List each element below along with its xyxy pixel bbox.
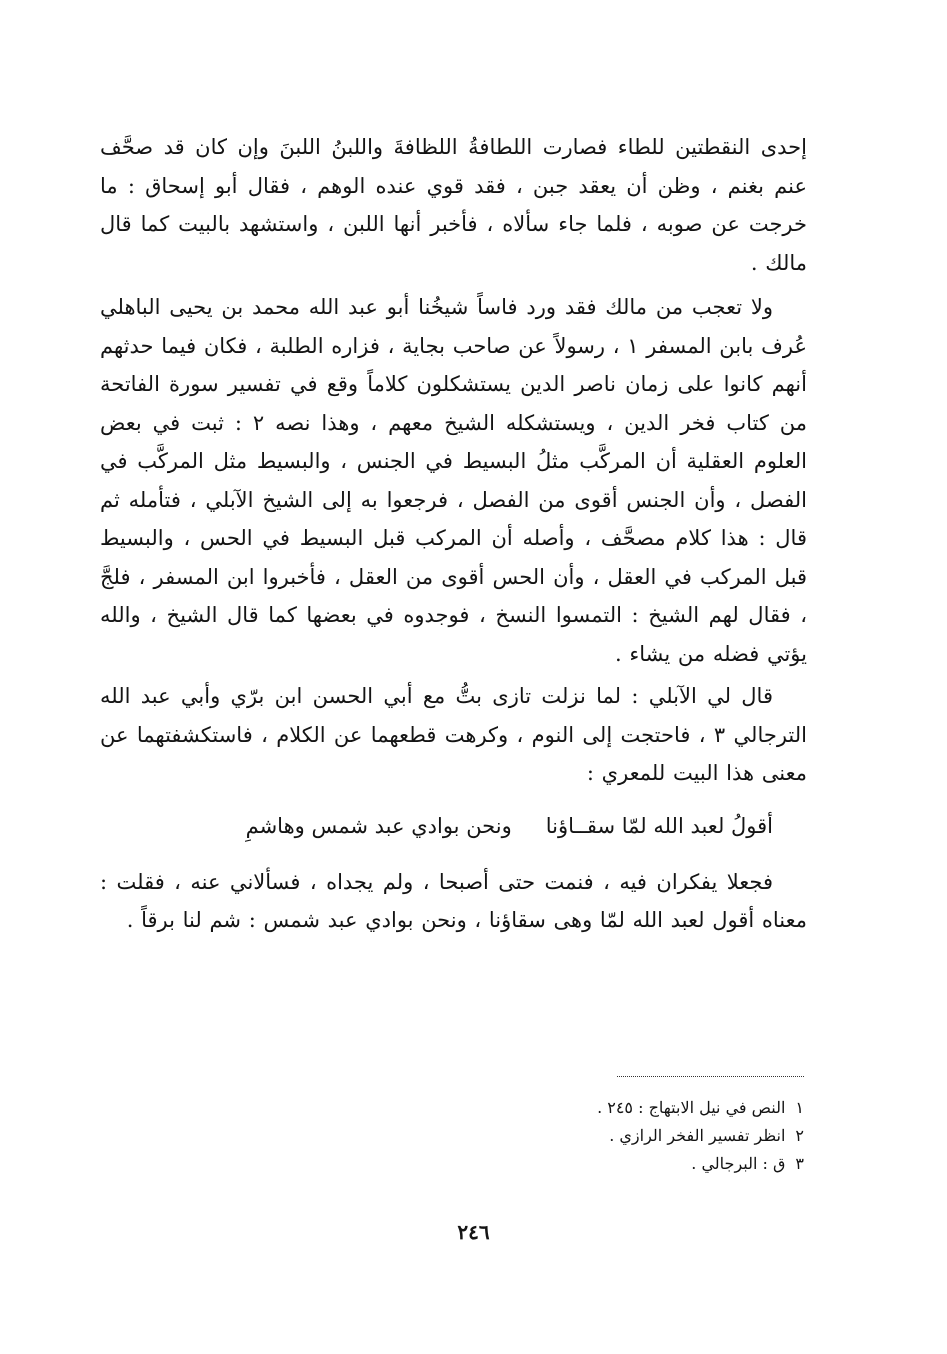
- footnote-text: ق : البرجالي .: [691, 1154, 786, 1173]
- footnote-number: ٣: [795, 1154, 804, 1173]
- footnote-number: ٢: [795, 1126, 804, 1145]
- footnote-item: [304, 1122, 804, 1150]
- closing-paragraph: فجعلا يفكران فيه ، فنمت حتى أصبحا ، ولم يجداه ، فسألاني عنه ، فقلت : معناه أقول لعبد الله لمّا وهى سقاؤنا ، ونحن بوادي عبد شمس : شم لنا برقاً .: [100, 869, 807, 932]
- paragraph-1: إحدى النقطتين للطاء فصارت اللطافةُ اللظافةَ واللبنُ اللبنَ وإن كان قد صحَّف عنم بغنم ، وظن أن يعقد جبن ، فقد قوي عنده الوهم ، فقال أبو إسحاق : ما خرجت عن صوبه ، فلما جاء سألاه ، فأخبر أنها اللبن ، واستشهد بالبيت كما قال مالك .: [100, 135, 807, 275]
- footnote-item: [304, 1150, 804, 1178]
- paragraph-3: قال لي الآبلي : لما نزلت تازى بتُّ مع أبي الحسن ابن برّي وأبي عبد الله الترجالي ٣ ، فاحتجت إلى النوم ، وكرهت قطعهما عن الكلام ، فاستكشفتهما عن معنى هذا البيت للمعري :: [100, 684, 807, 785]
- footnote-text: انظر تفسير الفخر الرازي .: [609, 1126, 786, 1145]
- footnote-separator: [617, 1076, 804, 1077]
- footnotes: [304, 1094, 804, 1178]
- main-text: [100, 128, 807, 940]
- verse-hemistich-1: أقولُ لعبد الله لمّا سقــاؤنا: [545, 813, 773, 838]
- verse-hemistich-2: ونحن بوادي عبد شمس وهاشمِ: [245, 813, 512, 838]
- footnote-item: [304, 1094, 804, 1122]
- paragraph-2: ولا تعجب من مالك فقد ورد فاساً شيخُنا أبو عبد الله محمد بن يحيى الباهلي عُرف بابن المسفر ١ ، رسولاً عن صاحب بجاية ، فزاره الطلبة ، فكان فيما حدثهم أنهم كانوا على زمان ناصر الدين يستشكلون كلاماً وقع في تفسير سورة الفاتحة من كتاب فخر الدين ، ويستشكله الشيخ معهم ، وهذا نصه ٢ : ثبت في بعض العلوم العقلية أن المركَّب مثلُ البسيط في الجنس ، والبسيط مثل المركَّب في الفصل ، وأن الجنس أقوى من الفصل ، فرجعوا به إلى الشيخ الآبلي ، فتأمله ثم قال : هذا كلام مصحَّف ، وأصله أن المركب قبل البسيط في الحس ، والبسيط قبل المركب في العقل ، وأن الحس أقوى من العقل ، فأخبروا ابن المسفر ، فلجَّ ، فقال لهم الشيخ : التمسوا النسخ ، فوجدوه في بعضها كما قال الشيخ ، والله يؤتي فضله من يشاء .: [100, 295, 808, 666]
- verse-line: [100, 807, 807, 845]
- footnote-number: ١: [795, 1098, 804, 1117]
- footnote-text: النص في نيل الابتهاج : ٢٤٥ .: [597, 1098, 786, 1117]
- page-number: ٢٤٦: [457, 1220, 490, 1244]
